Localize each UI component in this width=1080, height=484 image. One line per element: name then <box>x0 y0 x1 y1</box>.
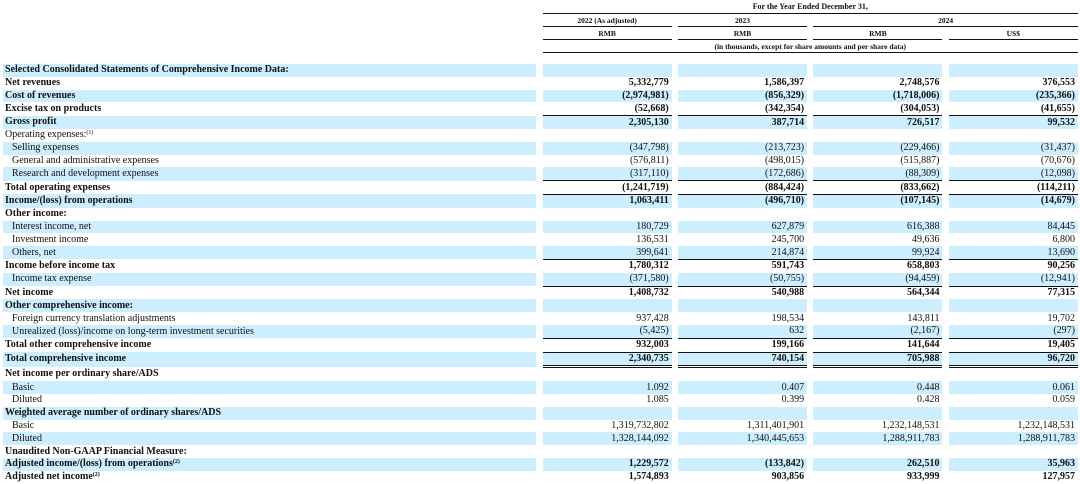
value-2022: (2,974,981) <box>543 90 672 103</box>
table-row <box>3 273 1078 286</box>
value-2022: 1,319,732,802 <box>611 419 669 431</box>
value-2023 <box>678 367 807 381</box>
value-2022: (576,811) <box>629 154 669 166</box>
value-2024-usd: (31,437) <box>949 142 1078 155</box>
value-2024-rmb: 0.448 <box>813 381 942 394</box>
year-header-2023: 2023 <box>678 14 807 27</box>
table-row <box>3 259 1078 272</box>
value-2023: (342,354) <box>764 102 805 114</box>
value-2023: 245,700 <box>771 233 805 245</box>
table-row <box>3 286 1078 299</box>
value-2023: 198,534 <box>771 312 805 324</box>
value-2023: (133,842) <box>678 458 807 471</box>
row-label: Total comprehensive income <box>3 352 536 367</box>
value-2024-usd <box>949 407 1078 420</box>
row-label: Unaudited Non-GAAP Financial Measure: <box>5 445 187 457</box>
value-2022: 2,305,130 <box>543 116 672 129</box>
value-2024-usd: 99,532 <box>949 116 1078 129</box>
value-2024-usd: 84,445 <box>949 221 1078 234</box>
value-2022: 1.092 <box>543 381 672 394</box>
table-row <box>3 194 1078 207</box>
table-row <box>3 394 1078 407</box>
value-2024-rmb: (304,053) <box>900 102 940 114</box>
row-label: Diluted <box>3 432 536 445</box>
table-row <box>3 181 1078 195</box>
value-2024-rmb: (515,887) <box>900 154 940 166</box>
table-row <box>3 352 1078 367</box>
value-2022: 937,428 <box>636 312 669 324</box>
value-2024-rmb: 141,644 <box>813 338 942 352</box>
value-2024-rmb: 0.428 <box>916 394 940 406</box>
value-2023: 591,743 <box>678 259 807 272</box>
table-row <box>3 233 1078 246</box>
row-label: Operating expenses:$^{(1)}$ <box>5 129 94 141</box>
row-label: Investment income <box>12 233 89 245</box>
value-2024-usd: (235,366) <box>949 90 1078 103</box>
value-2023 <box>678 299 807 312</box>
unit-note: (in thousands, except for share amounts and per share data) <box>543 40 1079 53</box>
value-2023: (172,686) <box>678 167 807 180</box>
value-2024-usd: (70,676) <box>1040 154 1075 166</box>
currency-header: RMB <box>678 27 807 40</box>
row-label: Excise tax on products <box>5 103 102 115</box>
value-2024-usd: (14,679) <box>949 194 1078 207</box>
value-2022: 1,328,144,092 <box>543 432 672 445</box>
row-label: Selling expenses <box>3 142 536 155</box>
value-2023: (50,755) <box>678 273 807 286</box>
table-row <box>3 381 1078 394</box>
value-2024-rmb: 262,510 <box>813 458 942 471</box>
row-label: Total operating expenses <box>5 181 111 193</box>
value-2024-rmb <box>813 445 942 458</box>
value-2022: 2,340,735 <box>543 352 672 367</box>
value-2024-rmb: 726,517 <box>813 116 942 129</box>
table-row <box>3 367 1078 381</box>
table-row <box>3 221 1078 234</box>
value-2024-rmb: 1,232,148,531 <box>881 419 940 431</box>
value-2024-usd: 19,702 <box>1047 312 1075 324</box>
value-2023: 903,856 <box>771 471 805 483</box>
table-row <box>3 458 1078 471</box>
value-2024-usd: 1,288,911,783 <box>949 432 1078 445</box>
value-2023 <box>678 129 807 142</box>
value-2024-rmb: 564,344 <box>813 286 942 299</box>
row-label: Interest income, net <box>3 221 536 234</box>
value-2024-rmb: (107,145) <box>813 194 942 207</box>
value-2024-rmb: 1,288,911,783 <box>813 432 942 445</box>
value-2022 <box>543 129 672 142</box>
table-row <box>3 312 1078 325</box>
table-row <box>3 325 1078 338</box>
value-2023: 0.407 <box>678 381 807 394</box>
income-statement-table <box>3 0 1078 484</box>
row-label: Other comprehensive income: <box>3 299 536 312</box>
value-2024-usd <box>949 299 1078 312</box>
value-2022: 1.085 <box>646 394 669 406</box>
value-2024-usd: 127,957 <box>1042 471 1075 483</box>
table-row <box>3 142 1078 155</box>
footnote-marker: (1) <box>86 130 94 137</box>
value-2023: (496,710) <box>678 194 807 207</box>
row-label: Total other comprehensive income <box>5 339 152 351</box>
value-2024-rmb: 616,388 <box>813 221 942 234</box>
value-2023 <box>678 445 807 458</box>
row-label: Cost of revenues <box>3 90 536 103</box>
value-2023: 632 <box>678 325 807 338</box>
value-2024-usd <box>949 445 1078 458</box>
value-2024-usd: (12,941) <box>949 273 1078 286</box>
value-2024-rmb: (2,167) <box>813 325 942 338</box>
row-label: Others, net <box>3 246 536 259</box>
value-2022: (317,110) <box>543 167 672 180</box>
footnote-marker: (2) <box>92 472 100 479</box>
value-2024-rmb <box>813 64 942 77</box>
value-2022: 5,332,779 <box>628 77 669 89</box>
value-2022: 1,780,312 <box>543 259 672 272</box>
value-2023: 627,879 <box>678 221 807 234</box>
value-2024-rmb: 933,999 <box>906 471 940 483</box>
value-2022: 399,641 <box>543 246 672 259</box>
table-row <box>3 77 1078 90</box>
value-2023: (213,723) <box>678 142 807 155</box>
value-2023: 387,714 <box>678 116 807 129</box>
row-label: Net income <box>5 286 54 298</box>
row-label: Net revenues <box>5 77 61 89</box>
value-2022: 1,063,411 <box>543 194 672 207</box>
value-2024-usd: 1,232,148,531 <box>1017 419 1075 431</box>
value-2024-usd <box>949 208 1078 221</box>
value-2022: (5,425) <box>543 325 672 338</box>
row-label: Income/(loss) from operations <box>3 194 536 207</box>
value-2024-usd: (297) <box>949 325 1078 338</box>
value-2024-usd: 77,315 <box>949 286 1078 299</box>
value-2022: 136,531 <box>636 233 669 245</box>
value-2022 <box>543 445 672 458</box>
value-2022: (371,580) <box>543 273 672 286</box>
value-2024-usd <box>949 129 1078 142</box>
table-row <box>3 246 1078 259</box>
table-row <box>3 116 1078 129</box>
year-header-2022: 2022 (As adjusted) <box>543 14 672 27</box>
row-label: Basic <box>12 419 35 431</box>
value-2024-usd: 90,256 <box>949 259 1078 272</box>
value-2022: 1,408,732 <box>543 286 672 299</box>
year-header-2024: 2024 <box>813 14 1078 27</box>
row-label: Gross profit <box>3 116 536 129</box>
value-2024-rmb <box>813 299 942 312</box>
value-2024-rmb: 2,748,576 <box>899 77 940 89</box>
value-2022 <box>543 64 672 77</box>
period-header: For the Year Ended December 31, <box>543 0 1079 14</box>
table-row <box>3 129 1078 142</box>
value-2024-usd: 19,405 <box>949 338 1078 352</box>
table-row <box>3 167 1078 180</box>
value-2024-rmb: 143,811 <box>907 312 940 324</box>
value-2024-usd: 0.059 <box>1052 394 1075 406</box>
row-label: Diluted <box>12 394 42 406</box>
row-label: Weighted average number of ordinary shares/ADS <box>3 407 536 420</box>
value-2024-rmb: (229,466) <box>813 142 942 155</box>
value-2022: (1,241,719) <box>543 181 672 195</box>
row-label: Foreign currency translation adjustments <box>12 312 176 324</box>
row-label: Adjusted net income$^{(2)}$ <box>5 471 100 483</box>
value-2022: 932,003 <box>543 338 672 352</box>
value-2024-usd: 0.061 <box>949 381 1078 394</box>
value-2024-usd <box>949 64 1078 77</box>
value-2023: 1,340,445,653 <box>678 432 807 445</box>
value-2024-rmb: 658,803 <box>813 259 942 272</box>
table-row <box>3 471 1078 484</box>
value-2023 <box>678 407 807 420</box>
value-2022: (347,798) <box>543 142 672 155</box>
row-label: Other income: <box>5 208 67 220</box>
value-2024-usd: 13,690 <box>949 246 1078 259</box>
value-2023: 199,166 <box>678 338 807 352</box>
table-row <box>3 299 1078 312</box>
value-2023: 740,154 <box>678 352 807 367</box>
table-row <box>3 155 1078 168</box>
value-2022 <box>543 367 672 381</box>
value-2023 <box>678 208 807 221</box>
value-2024-rmb: (94,459) <box>813 273 942 286</box>
value-2024-rmb: 49,636 <box>911 233 940 245</box>
value-2024-rmb: 705,988 <box>813 352 942 367</box>
value-2024-usd: 35,963 <box>949 458 1078 471</box>
value-2024-rmb: (88,309) <box>813 167 942 180</box>
table-row <box>3 420 1078 433</box>
value-2024-usd: 6,800 <box>1052 233 1075 245</box>
value-2023: 540,988 <box>678 286 807 299</box>
row-label: Income tax expense <box>3 273 536 286</box>
value-2023: (856,329) <box>678 90 807 103</box>
row-label: Net income per ordinary share/ADS <box>5 367 159 379</box>
table-row <box>3 445 1078 458</box>
value-2024-rmb <box>813 367 942 381</box>
value-2023: (498,015) <box>764 154 805 166</box>
value-2024-rmb <box>813 208 942 221</box>
table-row <box>3 208 1078 221</box>
value-2023: 1,311,401,901 <box>746 419 805 431</box>
footnote-marker: (2) <box>172 459 180 466</box>
table-row <box>3 407 1078 420</box>
table-row <box>3 432 1078 445</box>
value-2022: 1,229,572 <box>543 458 672 471</box>
value-2024-usd: (41,655) <box>1040 102 1075 114</box>
table-row <box>3 338 1078 352</box>
value-2024-rmb: (833,662) <box>813 181 942 195</box>
row-label: Research and development expenses <box>3 167 536 180</box>
table-row <box>3 64 1078 77</box>
value-2024-rmb: (1,718,006) <box>813 90 942 103</box>
row-label: Income before income tax <box>5 260 116 272</box>
value-2023: 1,586,397 <box>764 77 805 89</box>
value-2024-usd <box>949 367 1078 381</box>
value-2023: 0.399 <box>781 394 805 406</box>
value-2022 <box>543 299 672 312</box>
value-2024-rmb <box>813 407 942 420</box>
value-2022: (52,668) <box>634 102 669 114</box>
currency-header: US$ <box>949 27 1078 40</box>
currency-header: RMB <box>813 27 942 40</box>
value-2023: 214,874 <box>678 246 807 259</box>
value-2024-rmb: 99,924 <box>813 246 942 259</box>
value-2022 <box>543 208 672 221</box>
value-2024-usd: 376,553 <box>1042 77 1075 89</box>
row-label: General and administrative expenses <box>12 154 159 166</box>
row-label: Basic <box>3 381 536 394</box>
value-2022: 1,574,893 <box>628 471 669 483</box>
currency-header: RMB <box>543 27 672 40</box>
value-2024-usd: (12,098) <box>949 167 1078 180</box>
table-row <box>3 102 1078 115</box>
row-label: Selected Consolidated Statements of Comprehensive Income Data: <box>3 64 536 77</box>
value-2024-rmb <box>813 129 942 142</box>
row-label: Adjusted income/(loss) from operations$^{(2)}$ <box>3 458 536 471</box>
value-2022: 180,729 <box>543 221 672 234</box>
table-row <box>3 90 1078 103</box>
value-2023 <box>678 64 807 77</box>
value-2024-usd: 96,720 <box>949 352 1078 367</box>
value-2024-usd: (114,211) <box>949 181 1078 195</box>
row-label: Unrealized (loss)/income on long-term investment securities <box>3 325 536 338</box>
value-2023: (884,424) <box>678 181 807 195</box>
value-2022 <box>543 407 672 420</box>
